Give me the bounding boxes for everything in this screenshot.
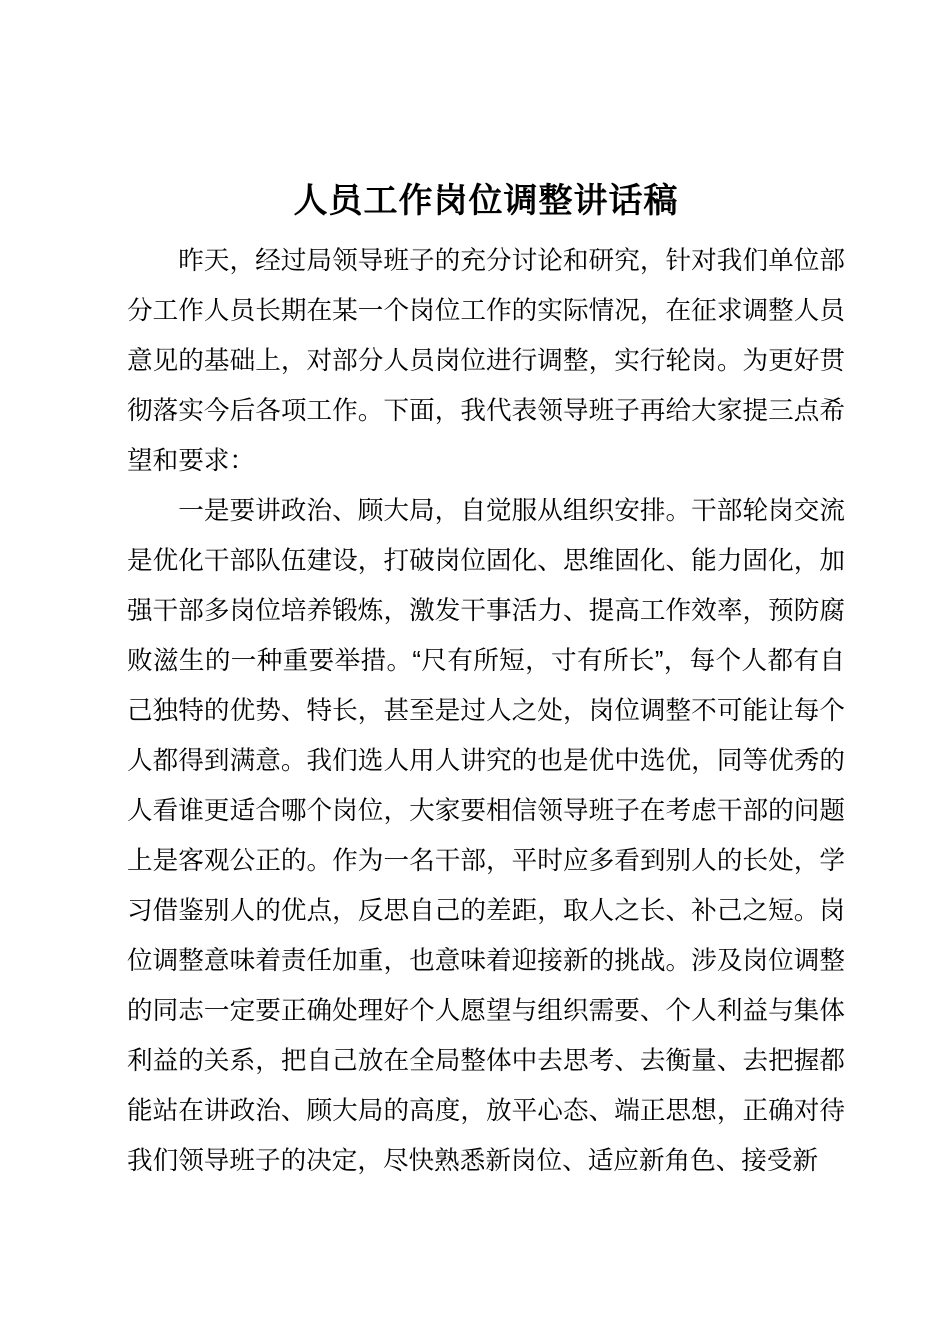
paragraph-point-one: 一是要讲政治、顾大局，自觉服从组织安排。干部轮岗交流是优化干部队伍建设，打破岗位固化、思维固化、能力固化，加强干部多岗位培养锻炼，激发干事活力、提高工作效率，预防腐败滋生的一种重要举措。“尺有所短，寸有所长”，每个人都有自己独特的优势、特长，甚至是过人之处，岗位调整不可能让每个人都得到满意。我们选人用人讲究的也是优中选优，同等优秀的人看谁更适合哪个岗位，大家要相信领导班子在考虑干部的问题上是客观公正的。作为一名干部，平时应多看到别人的长处，学习借鉴别人的优点，反思自己的差距，取人之长、补己之短。岗位调整意味着责任加重，也意味着迎接新的挑战。涉及岗位调整的同志一定要正确处理好个人愿望与组织需要、个人利益与集体利益的关系，把自己放在全局整体中去思考、去衡量、去把握都能站在讲政治、顾大局的高度，放平心态、端正思想，正确对待我们领导班子的决定，尽快熟悉新岗位、适应新角色、接受新 (127, 497, 845, 1175)
document-content (127, 0, 845, 1186)
page-title: 人员工作岗位调整讲话稿 (293, 182, 679, 220)
paragraph-intro: 昨天，经过局领导班子的充分讨论和研究，针对我们单位部分工作人员长期在某一个岗位工作的实际情况，在征求调整人员意见的基础上，对部分人员岗位进行调整，实行轮岗。为更好贯彻落实今后各项工作。下面，我代表领导班子再给大家提三点希望和要求： (127, 247, 845, 475)
